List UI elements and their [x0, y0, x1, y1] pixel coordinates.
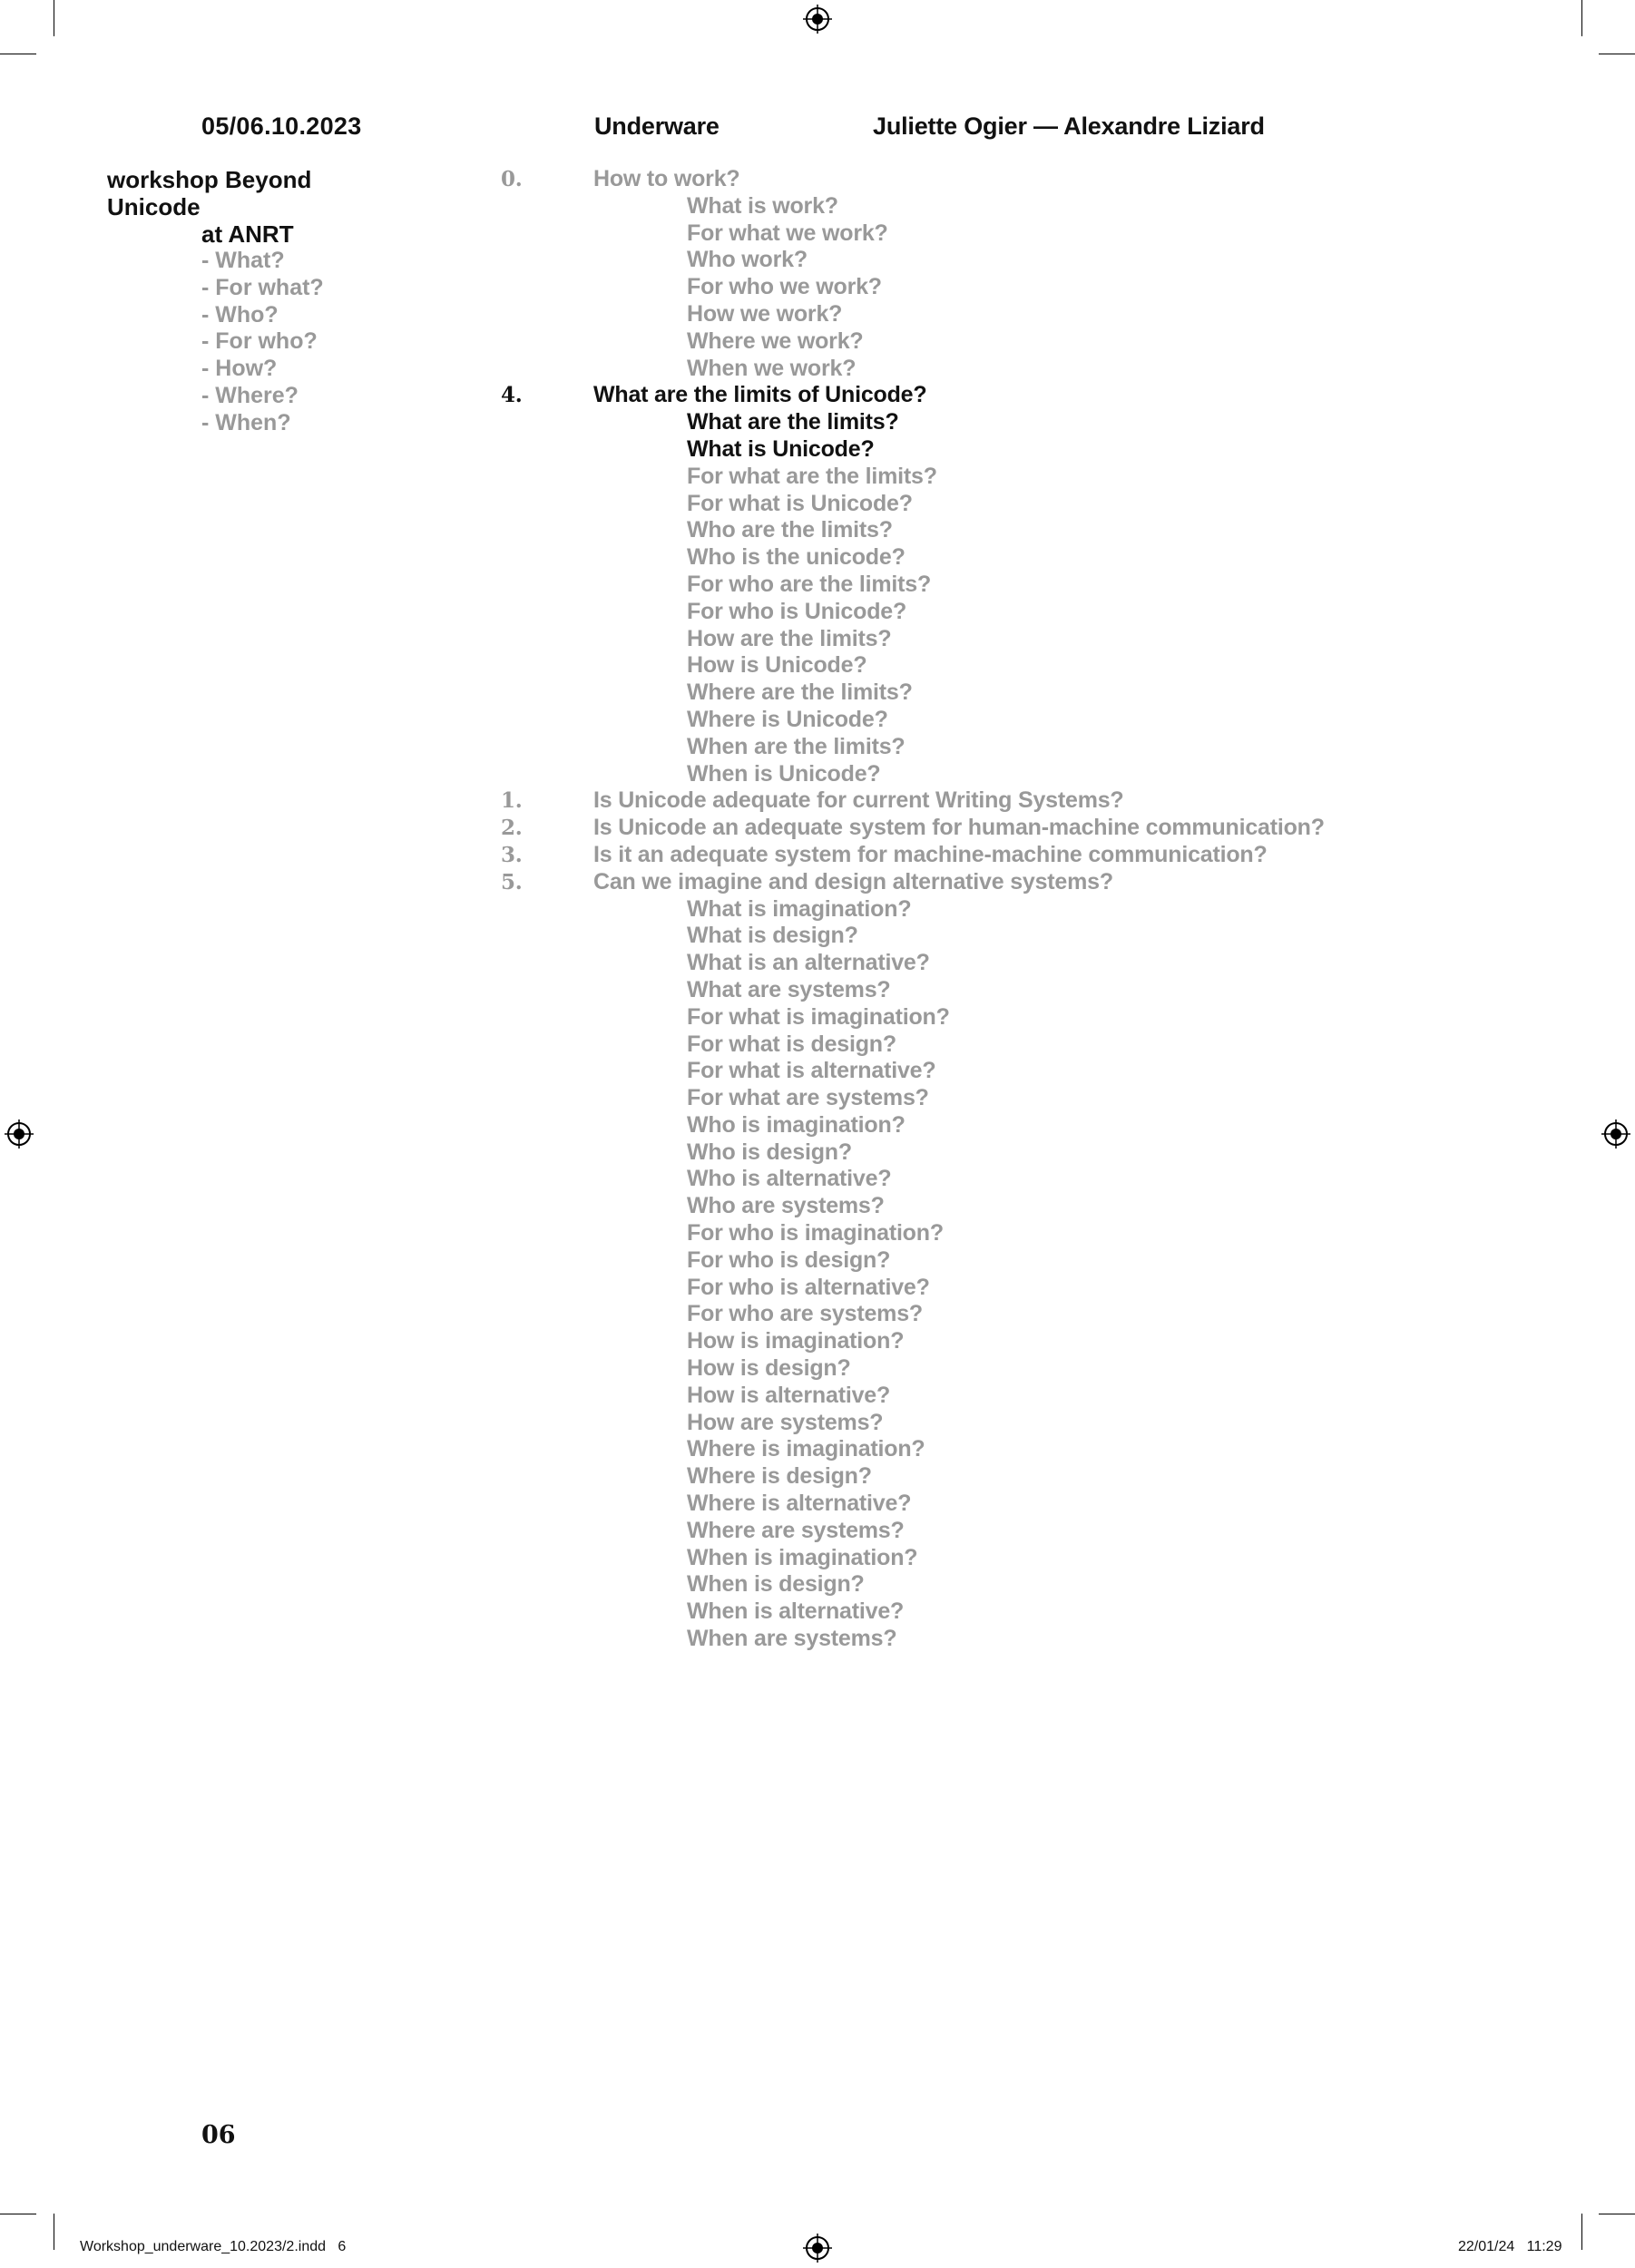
outline-text: For what is alternative?	[687, 1058, 936, 1084]
outline-subquestion	[501, 599, 1617, 626]
outline-text: What are the limits?	[687, 409, 899, 435]
outline-subquestion	[501, 679, 1617, 707]
outline-text: How are the limits?	[687, 625, 892, 651]
outline-number: 5.	[501, 869, 523, 894]
outline-subquestion	[501, 652, 1617, 679]
outline-text: How is imagination?	[687, 1328, 905, 1354]
outline-subquestion	[501, 1383, 1617, 1410]
outline-number: 3.	[501, 842, 523, 867]
outline-subquestion	[501, 274, 1617, 301]
outline-text: Where is Unicode?	[687, 706, 888, 732]
outline-text: Who is design?	[687, 1139, 852, 1165]
question-item: - How?	[201, 356, 278, 382]
outline-subquestion	[501, 220, 1617, 248]
outline-subquestion	[501, 707, 1617, 734]
outline-heading	[501, 842, 1617, 869]
outline-text: Who is the unicode?	[687, 544, 906, 571]
outline-text: When is design?	[687, 1571, 865, 1598]
crop-mark	[1581, 2214, 1582, 2250]
outline-text: Is Unicode adequate for current Writing Systems?	[593, 787, 1124, 814]
outline-subquestion	[501, 1247, 1617, 1275]
outline-subquestion	[501, 1031, 1617, 1059]
outline-text: For who we work?	[687, 274, 882, 300]
outline-subquestion	[501, 247, 1617, 274]
outline-text: For who are the limits?	[687, 571, 932, 597]
outline-text: What is Unicode?	[687, 435, 875, 462]
header-date: 05/06.10.2023	[201, 112, 362, 140]
outline-text: What are the limits of Unicode?	[593, 382, 927, 408]
outline-subquestion	[501, 761, 1617, 788]
outline-number: 2.	[501, 816, 523, 841]
outline-text: Where is imagination?	[687, 1436, 925, 1462]
outline-text: For what we work?	[687, 220, 888, 246]
outline-subquestion	[501, 301, 1617, 328]
outline-subquestion	[501, 356, 1617, 383]
slug-datetime: 22/01/24 11:29	[1458, 2239, 1562, 2254]
page-number: 06	[201, 2121, 236, 2149]
outline-text: Who is alternative?	[687, 1166, 892, 1192]
question-item: - For what?	[201, 274, 324, 300]
question-item: - Where?	[201, 382, 299, 408]
outline-text: Can we imagine and design alternative systems?	[593, 868, 1113, 894]
outline-subquestion	[501, 1220, 1617, 1247]
outline-text: Where are systems?	[687, 1517, 905, 1543]
outline-heading	[501, 166, 1617, 193]
outline-number: 1.	[501, 788, 523, 814]
outline-subquestion	[501, 328, 1617, 356]
outline-subquestion	[501, 1436, 1617, 1463]
outline-heading	[501, 382, 1617, 409]
outline-text: What are systems?	[687, 976, 891, 1002]
outline-subquestion	[501, 1193, 1617, 1220]
outline-number: 0.	[501, 167, 523, 191]
outline-text: How is alternative?	[687, 1382, 891, 1408]
outline-text: When is Unicode?	[687, 760, 881, 787]
outline-text: For what is Unicode?	[687, 490, 913, 516]
question-item: - Who?	[201, 301, 279, 327]
outline-subquestion	[501, 1301, 1617, 1328]
outline-heading	[501, 815, 1617, 842]
outline-text: For what is imagination?	[687, 1003, 950, 1030]
outline-text: What is imagination?	[687, 895, 912, 922]
outline-text: For who is alternative?	[687, 1274, 930, 1300]
outline-subquestion	[501, 1139, 1617, 1167]
outline-subquestion	[501, 409, 1617, 436]
outline-text: Who are the limits?	[687, 517, 893, 543]
outline-text: Where is design?	[687, 1463, 872, 1490]
outline-subquestion	[501, 1491, 1617, 1518]
outline-text: Who work?	[687, 247, 808, 273]
outline-text: Who are systems?	[687, 1193, 885, 1219]
question-item: - When?	[201, 409, 291, 435]
outline-subquestion	[501, 544, 1617, 572]
outline-list	[501, 166, 1617, 1653]
outline-subquestion	[501, 1328, 1617, 1355]
outline-text: For who is imagination?	[687, 1220, 944, 1246]
outline-text: For who is Unicode?	[687, 598, 907, 624]
outline-text: For what are the limits?	[687, 463, 937, 489]
outline-subquestion	[501, 1166, 1617, 1193]
outline-text: Is Unicode an adequate system for human-machine communication?	[593, 815, 1325, 841]
outline-text: How we work?	[687, 300, 843, 327]
registration-mark-icon	[802, 2233, 833, 2263]
workshop-title-line: workshop Beyond Unicode	[107, 166, 312, 220]
outline-subquestion	[501, 626, 1617, 653]
outline-subquestion	[501, 1626, 1617, 1653]
outline-text: For who are systems?	[687, 1301, 923, 1327]
outline-subquestion	[501, 734, 1617, 761]
outline-subquestion	[501, 1058, 1617, 1085]
registration-mark-icon	[802, 4, 833, 34]
workshop-title	[107, 166, 406, 248]
registration-mark-icon	[4, 1119, 34, 1149]
outline-text: How is design?	[687, 1355, 851, 1382]
outline-text: How are systems?	[687, 1409, 884, 1435]
outline-text: When is imagination?	[687, 1544, 918, 1570]
outline-text: When is alternative?	[687, 1598, 905, 1625]
outline-subquestion	[501, 193, 1617, 220]
workshop-title-line: at ANRT	[201, 220, 294, 248]
outline-text: What is work?	[687, 192, 838, 219]
outline-subquestion	[501, 1545, 1617, 1572]
outline-text: When are the limits?	[687, 733, 906, 759]
outline-subquestion	[501, 1518, 1617, 1545]
outline-subquestion	[501, 896, 1617, 924]
outline-subquestion	[501, 1571, 1617, 1598]
outline-subquestion	[501, 1004, 1617, 1031]
outline-text: Where are the limits?	[687, 679, 913, 706]
outline-subquestion	[501, 923, 1617, 950]
outline-text: Is it an adequate system for machine-machine communication?	[593, 841, 1268, 867]
outline-subquestion	[501, 977, 1617, 1004]
outline-text: How to work?	[593, 166, 740, 191]
outline-text: When are systems?	[687, 1626, 897, 1652]
outline-heading	[501, 869, 1617, 896]
question-item: - For who?	[201, 328, 318, 355]
outline-subquestion	[501, 1463, 1617, 1491]
outline-text: What is an alternative?	[687, 950, 930, 976]
outline-subquestion	[501, 464, 1617, 491]
header-studio: Underware	[594, 112, 720, 140]
outline-subquestion	[501, 1355, 1617, 1383]
outline-subquestion	[501, 1085, 1617, 1112]
slug-filename: Workshop_underware_10.2023/2.indd 6	[80, 2239, 347, 2254]
outline-subquestion	[501, 1275, 1617, 1302]
outline-text: For what is design?	[687, 1031, 896, 1057]
outline-text: How is Unicode?	[687, 652, 867, 679]
outline-subquestion	[501, 1112, 1617, 1139]
question-list	[201, 248, 324, 437]
outline-text: Where is alternative?	[687, 1491, 912, 1517]
outline-text: Where we work?	[687, 327, 864, 354]
outline-text: For who is design?	[687, 1246, 891, 1273]
outline-text: What is design?	[687, 923, 858, 949]
outline-text: For what are systems?	[687, 1085, 929, 1111]
outline-number: 4.	[501, 383, 523, 408]
question-item: - What?	[201, 248, 285, 273]
outline-subquestion	[501, 1410, 1617, 1437]
outline-subquestion	[501, 491, 1617, 518]
outline-subquestion	[501, 572, 1617, 599]
outline-heading	[501, 787, 1617, 815]
outline-text: When we work?	[687, 355, 857, 381]
header-authors: Juliette Ogier — Alexandre Liziard	[873, 112, 1265, 140]
outline-text: Who is imagination?	[687, 1111, 906, 1138]
crop-mark	[1581, 0, 1582, 36]
outline-subquestion	[501, 436, 1617, 464]
outline-subquestion	[501, 950, 1617, 977]
outline-subquestion	[501, 1598, 1617, 1626]
outline-subquestion	[501, 517, 1617, 544]
